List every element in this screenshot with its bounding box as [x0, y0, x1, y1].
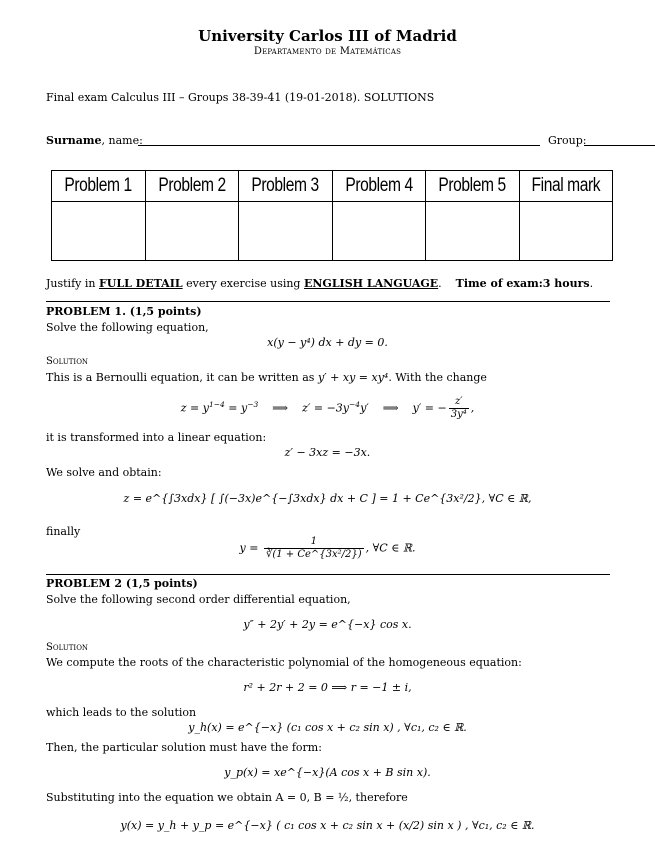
marks-header-cell: Problem 2 [145, 171, 239, 202]
marks-header-cell: Final mark [519, 171, 613, 202]
section-divider [46, 301, 610, 302]
problem-1-bernoulli-text: This is a Bernoulli equation, it can be written as y′ + xy = xy⁴. With the change [46, 371, 487, 384]
surname-input-line[interactable] [138, 145, 540, 146]
problem-2-heading: PROBLEM 2 (1,5 points) [46, 577, 198, 590]
exam-title: Final exam Calculus III – Groups 38-39-41 (19-01-2018). SOLUTIONS [46, 91, 435, 104]
problem-1-solution-label: Solution [46, 356, 89, 367]
problem-2-roots-equation: r² + 2r + 2 = 0 ⟹ r = −1 ± i, [243, 681, 412, 694]
problem-2-homogeneous-solution: y_h(x) = e^{−x} (c₁ cos x + c₂ sin x) , ∀c₁, c₂ ∈ ℝ. [188, 721, 467, 734]
marks-table [51, 170, 613, 261]
problem-2-roots-text: We compute the roots of the characteristic polynomial of the homogeneous equation: [46, 656, 522, 669]
problem-1-final-equation: y = $\frac{1}{\text{∛(1 + Ce\textasciicircum{}\{3x²/2\})}}$ , ∀C ∈ ℝ. [239, 536, 416, 560]
exam-time: Time of exam:3 hours [455, 277, 590, 290]
full-detail-emphasis: FULL DETAIL [98, 277, 183, 290]
mark-cell-problem-2[interactable] [145, 202, 239, 261]
department-name: Departamento de Matemáticas [253, 46, 402, 57]
problem-2-subst-text: Substituting into the equation we obtain A = 0, B = ½, therefore [46, 791, 408, 804]
marks-entry-row [52, 202, 613, 261]
surname-label: Surname, name: [46, 134, 143, 147]
problem-1-finally-text: finally [46, 525, 81, 538]
university-title: University Carlos III of Madrid [198, 27, 457, 45]
problem-2-then-text: Then, the particular solution must have the form: [46, 741, 322, 754]
instructions: Justify in FULL DETAIL every exercise using ENGLISH LANGUAGE. Time of exam:3 hours. [46, 277, 594, 290]
marks-header-row [52, 171, 613, 202]
problem-2-particular-form: y_p(x) = xe^{−x}(A cos x + B sin x). [224, 766, 431, 779]
problem-1-linear-equation: z′ − 3xz = −3x. [284, 446, 371, 459]
problem-1-heading: PROBLEM 1. (1,5 points) [46, 305, 202, 318]
mark-cell-final[interactable] [519, 202, 613, 261]
problem-2-general-solution: y(x) = y_h + y_p = e^{−x} ( c₁ cos x + c₂ sin x + (x/2) sin x ) , ∀c₁, c₂ ∈ ℝ. [120, 819, 535, 832]
mark-cell-problem-3[interactable] [239, 202, 333, 261]
mark-cell-problem-4[interactable] [332, 202, 426, 261]
mark-cell-problem-1[interactable] [52, 202, 146, 261]
group-input-line[interactable] [584, 145, 655, 146]
marks-header-cell: Problem 4 [332, 171, 426, 202]
section-divider [46, 574, 610, 575]
marks-header-cell: Problem 1 [52, 171, 146, 202]
problem-1-equation: x(y − y⁴) dx + dy = 0. [267, 336, 388, 349]
problem-2-solution-label: Solution [46, 642, 89, 653]
problem-1-linear-text: it is transformed into a linear equation: [46, 431, 267, 444]
problem-2-equation: y″ + 2y′ + 2y = e^{−x} cos x. [243, 618, 412, 631]
marks-header-cell: Problem 5 [426, 171, 520, 202]
problem-1-solve-text: We solve and obtain: [46, 466, 162, 479]
problem-2-statement: Solve the following second order differential equation, [46, 593, 351, 606]
surname-form-row [46, 134, 610, 148]
mark-cell-problem-5[interactable] [426, 202, 520, 261]
problem-1-change-equation: $z = y^{1-4} = y^{-3}$ ⟹ $z' = -3y^{-4}y'$ ⟹ y′ = − $\frac{z'}{\text{3y⁴}}$ , [180, 396, 475, 420]
problem-2-leads-text: which leads to the solution [46, 706, 197, 719]
problem-1-solve-equation: z = e^{∫3xdx} [ ∫(−3x)e^{−∫3xdx} dx + C ] = 1 + Ce^{3x²/2}, ∀C ∈ ℝ, [123, 492, 532, 505]
marks-header-cell: Problem 3 [239, 171, 333, 202]
group-label: Group: [548, 134, 587, 147]
language-emphasis: ENGLISH LANGUAGE [303, 277, 439, 290]
problem-1-statement: Solve the following equation, [46, 321, 209, 334]
